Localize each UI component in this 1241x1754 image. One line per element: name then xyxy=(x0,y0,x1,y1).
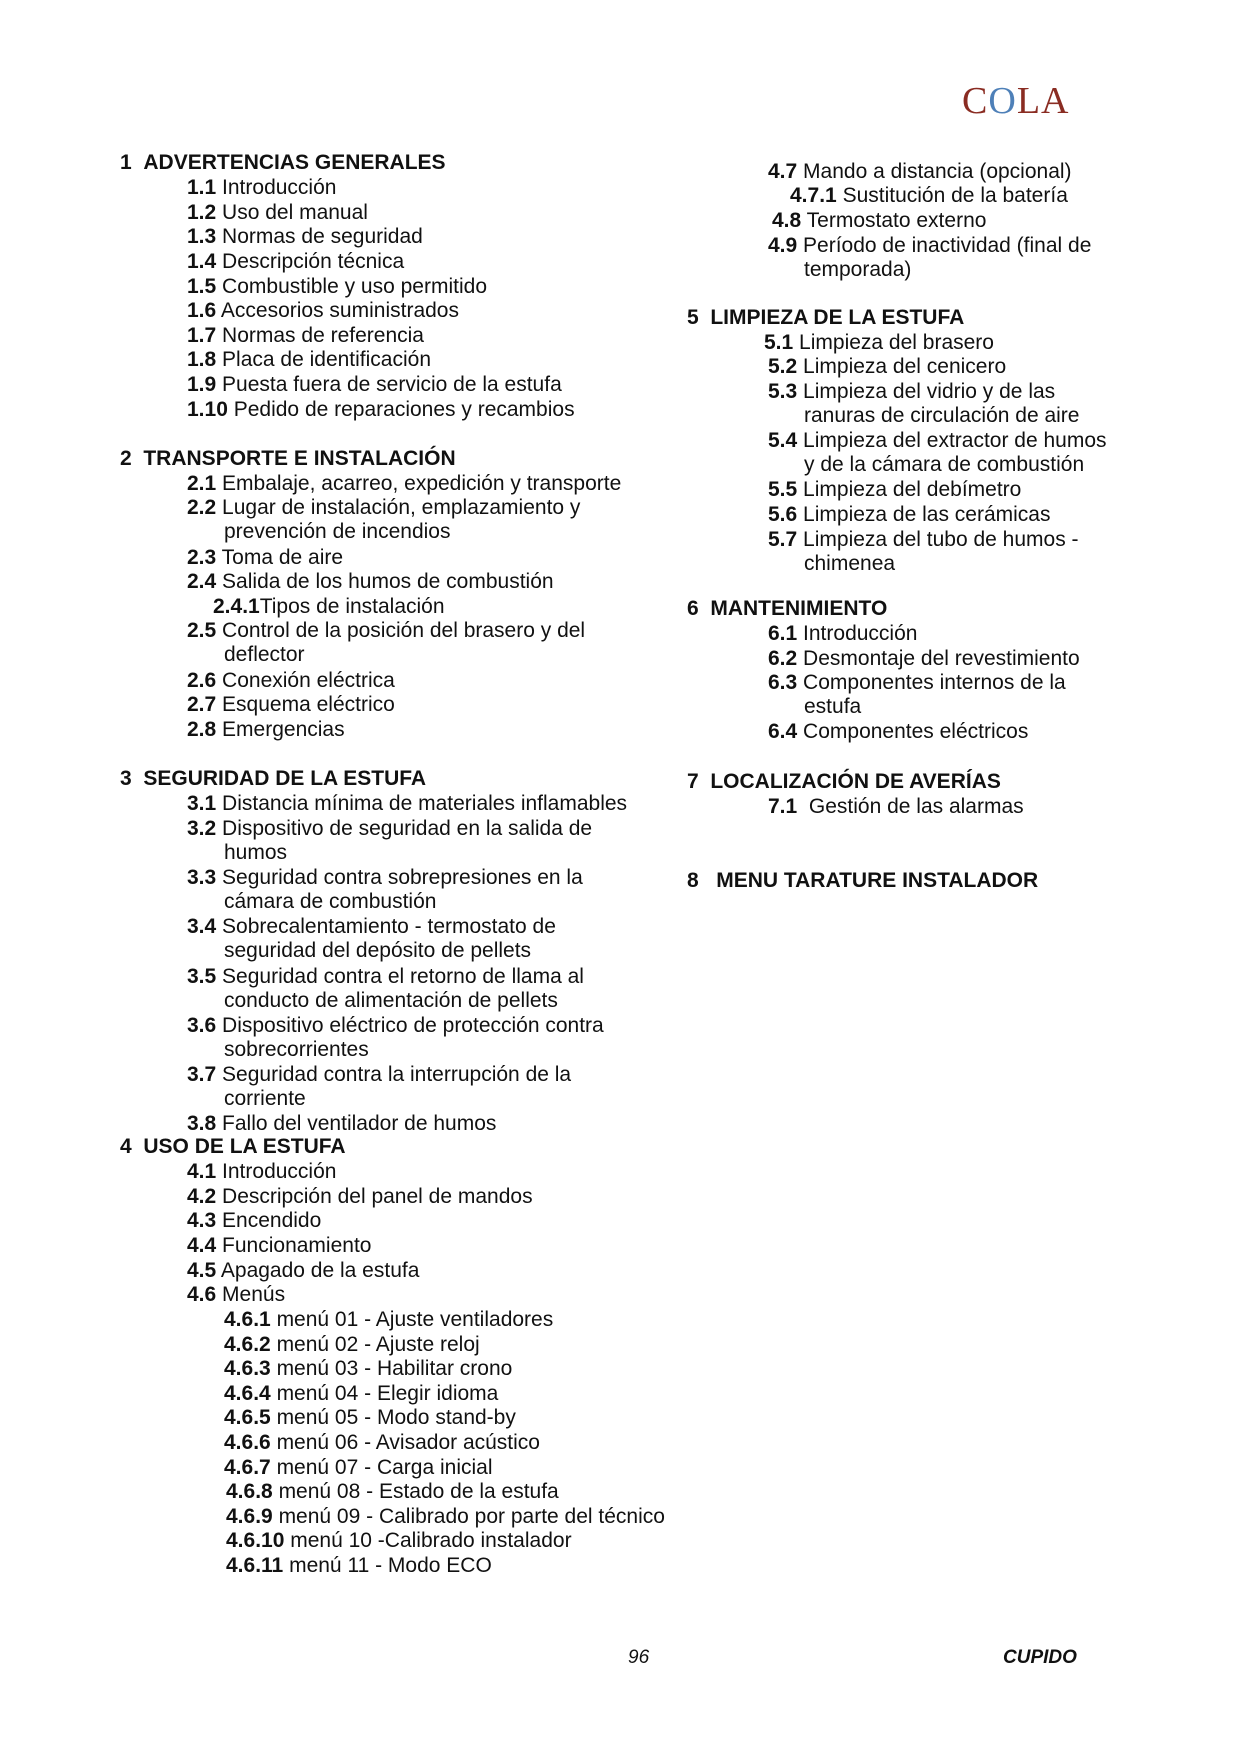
toc-number: 4.6.2 xyxy=(224,1333,271,1356)
toc-number: 5.3 xyxy=(768,380,798,403)
toc-number: 4.7 xyxy=(768,160,798,183)
toc-entry xyxy=(187,175,336,200)
toc-number: 1.3 xyxy=(187,225,217,248)
toc-entry-continuation: humos xyxy=(224,841,288,864)
toc-number: 4 xyxy=(120,1135,132,1158)
toc-number: 2.8 xyxy=(187,718,217,741)
toc-entry xyxy=(187,964,584,989)
toc-entry xyxy=(224,1381,498,1406)
toc-title: menú 11 - Modo ECO xyxy=(289,1554,492,1577)
toc-entry-continuation: y de la cámara de combustión xyxy=(804,453,1085,476)
toc-title: Salida de los humos de combustión xyxy=(222,570,554,593)
toc-number: 5.4 xyxy=(768,429,798,452)
toc-title: Lugar de instalación, emplazamiento y xyxy=(222,496,581,519)
toc-title: Encendido xyxy=(222,1209,322,1232)
toc-number: 1.10 xyxy=(187,398,228,421)
toc-number: 3.5 xyxy=(187,965,217,988)
toc-number: 6.1 xyxy=(768,622,798,645)
toc-number: 5.6 xyxy=(768,503,798,526)
toc-number: 5 xyxy=(687,306,699,329)
toc-title: Combustible y uso permitido xyxy=(222,275,487,298)
toc-title: Esquema eléctrico xyxy=(222,693,395,716)
toc-entry xyxy=(768,646,1080,671)
toc-entry xyxy=(768,502,1050,527)
toc-entry xyxy=(764,330,994,355)
toc-section-heading xyxy=(120,446,456,471)
toc-number: 8 xyxy=(687,869,699,892)
toc-title: menú 01 - Ajuste ventiladores xyxy=(276,1308,554,1331)
toc-title: Componentes internos de la xyxy=(803,671,1066,694)
toc-number: 4.6.8 xyxy=(226,1480,273,1503)
toc-entry xyxy=(187,1159,336,1184)
toc-title: Limpieza del debímetro xyxy=(803,478,1022,501)
toc-number: 1.4 xyxy=(187,250,217,273)
toc-entry-continuation: sobrecorrientes xyxy=(224,1038,369,1061)
toc-title: Termostato externo xyxy=(806,209,987,232)
toc-entry xyxy=(768,670,1066,695)
toc-entry xyxy=(187,274,487,299)
toc-entry xyxy=(768,233,1091,258)
toc-number: 4.6.6 xyxy=(224,1431,271,1454)
toc-entry xyxy=(187,347,431,372)
toc-entry xyxy=(226,1528,572,1553)
toc-number: 1.2 xyxy=(187,201,217,224)
toc-section-heading xyxy=(687,868,1038,893)
toc-title: Apagado de la estufa xyxy=(220,1259,420,1282)
toc-number: 6.3 xyxy=(768,671,798,694)
toc-entry xyxy=(224,1356,512,1381)
toc-title: menú 03 - Habilitar crono xyxy=(276,1357,513,1380)
toc-number: 6.2 xyxy=(768,647,798,670)
toc-title: menú 05 - Modo stand-by xyxy=(276,1406,516,1429)
toc-entry-continuation: corriente xyxy=(224,1087,306,1110)
toc-number: 3.4 xyxy=(187,915,217,938)
toc-title: Uso del manual xyxy=(222,201,368,224)
toc-number: 1.1 xyxy=(187,176,217,199)
toc-number: 3.6 xyxy=(187,1014,217,1037)
toc-title: Período de inactividad (final de xyxy=(803,234,1092,257)
toc-number: 1.9 xyxy=(187,373,217,396)
toc-number: 2.6 xyxy=(187,669,217,692)
toc-number: 3.2 xyxy=(187,817,217,840)
toc-entry xyxy=(790,183,1068,208)
toc-title: Descripción del panel de mandos xyxy=(222,1185,533,1208)
toc-title: Dispositivo de seguridad en la salida de xyxy=(222,817,593,840)
toc-number: 2.2 xyxy=(187,496,217,519)
toc-title: Normas de seguridad xyxy=(222,225,423,248)
toc-number: 1.8 xyxy=(187,348,217,371)
cola-logo: COLA xyxy=(962,80,1070,122)
toc-entry xyxy=(768,794,1024,819)
toc-number: 6.4 xyxy=(768,720,798,743)
toc-entry xyxy=(226,1504,665,1529)
toc-entry xyxy=(187,1013,604,1038)
toc-entry xyxy=(768,354,1006,379)
toc-number: 3.1 xyxy=(187,792,217,815)
toc-title: LOCALIZACIÓN DE AVERÍAS xyxy=(710,770,1001,793)
toc-entry xyxy=(187,200,368,225)
toc-entry xyxy=(213,594,445,619)
toc-number: 5.2 xyxy=(768,355,798,378)
toc-title: Gestión de las alarmas xyxy=(803,795,1024,818)
page-number: 96 xyxy=(628,1647,650,1668)
toc-entry xyxy=(224,1405,516,1430)
toc-number: 4.6.9 xyxy=(226,1505,273,1528)
toc-entry xyxy=(187,298,459,323)
toc-entry xyxy=(187,471,621,496)
toc-title: Componentes eléctricos xyxy=(803,720,1029,743)
toc-section-heading xyxy=(687,769,1001,794)
toc-number: 4.6.4 xyxy=(224,1382,271,1405)
toc-entry xyxy=(768,719,1028,744)
toc-entry-continuation: seguridad del depósito de pellets xyxy=(224,939,532,962)
toc-entry xyxy=(224,1332,480,1357)
toc-entry xyxy=(187,791,627,816)
toc-entry xyxy=(187,1062,571,1087)
toc-section-heading xyxy=(120,766,426,791)
toc-entry xyxy=(772,208,986,233)
toc-number: 5.7 xyxy=(768,528,798,551)
toc-entry xyxy=(226,1553,492,1578)
toc-title: Descripción técnica xyxy=(222,250,405,273)
toc-number: 5.5 xyxy=(768,478,798,501)
toc-title: Limpieza del brasero xyxy=(799,331,994,354)
toc-title: Embalaje, acarreo, expedición y transporte xyxy=(222,472,622,495)
toc-title: Accesorios suministrados xyxy=(220,299,459,322)
toc-number: 2.1 xyxy=(187,472,217,495)
toc-entry-continuation: conducto de alimentación de pellets xyxy=(224,989,558,1012)
toc-title: SEGURIDAD DE LA ESTUFA xyxy=(143,767,427,790)
toc-number: 2.4.1 xyxy=(213,595,260,618)
toc-entry xyxy=(768,621,917,646)
toc-number: 3.7 xyxy=(187,1063,217,1086)
toc-title: Emergencias xyxy=(222,718,345,741)
toc-number: 2 xyxy=(120,447,132,470)
toc-number: 2.7 xyxy=(187,693,217,716)
toc-title: MENU TARATURE INSTALADOR xyxy=(716,869,1039,892)
toc-number: 4.8 xyxy=(772,209,802,232)
toc-title: Tipos de instalación xyxy=(259,595,445,618)
toc-entry-continuation: temporada) xyxy=(804,258,912,281)
toc-entry-continuation: deflector xyxy=(224,643,305,666)
toc-entry xyxy=(224,1307,553,1332)
toc-entry xyxy=(187,397,575,422)
toc-title: Introducción xyxy=(803,622,918,645)
toc-section-heading xyxy=(687,596,887,621)
toc-entry xyxy=(187,495,580,520)
toc-title: menú 10 -Calibrado instalador xyxy=(290,1529,572,1552)
toc-title: Conexión eléctrica xyxy=(222,669,395,692)
toc-entry xyxy=(187,249,404,274)
toc-entry xyxy=(768,379,1055,404)
toc-title: Sustitución de la batería xyxy=(842,184,1068,207)
toc-number: 5.1 xyxy=(764,331,794,354)
toc-entry xyxy=(224,1430,540,1455)
toc-number: 7 xyxy=(687,770,699,793)
toc-title: ADVERTENCIAS GENERALES xyxy=(143,151,446,174)
toc-title: menú 08 - Estado de la estufa xyxy=(278,1480,559,1503)
toc-entry-continuation: cámara de combustión xyxy=(224,890,437,913)
toc-number: 1.5 xyxy=(187,275,217,298)
toc-number: 4.2 xyxy=(187,1185,217,1208)
toc-number: 4.6.7 xyxy=(224,1456,271,1479)
toc-entry-continuation: prevención de incendios xyxy=(224,520,451,543)
toc-entry-continuation: ranuras de circulación de aire xyxy=(804,404,1080,427)
toc-number: 3 xyxy=(120,767,132,790)
toc-title: Placa de identificación xyxy=(222,348,432,371)
toc-number: 2.5 xyxy=(187,619,217,642)
toc-number: 4.7.1 xyxy=(790,184,837,207)
toc-title: Limpieza del tubo de humos - xyxy=(803,528,1079,551)
toc-section-heading xyxy=(687,305,964,330)
toc-entry-continuation: chimenea xyxy=(804,552,896,575)
toc-number: 2.3 xyxy=(187,546,217,569)
toc-title: Menús xyxy=(222,1283,286,1306)
toc-title: Limpieza del cenicero xyxy=(803,355,1007,378)
toc-number: 3.3 xyxy=(187,866,217,889)
toc-title: Mando a distancia (opcional) xyxy=(803,160,1072,183)
toc-title: menú 07 - Carga inicial xyxy=(276,1456,493,1479)
toc-entry xyxy=(187,323,424,348)
toc-title: menú 04 - Elegir idioma xyxy=(276,1382,499,1405)
toc-number: 1.7 xyxy=(187,324,217,347)
toc-entry xyxy=(187,692,395,717)
toc-number: 4.6.10 xyxy=(226,1529,285,1552)
toc-entry xyxy=(187,865,583,890)
toc-title: Normas de referencia xyxy=(222,324,424,347)
toc-number: 4.3 xyxy=(187,1209,217,1232)
toc-title: Toma de aire xyxy=(221,546,344,569)
toc-title: Puesta fuera de servicio de la estufa xyxy=(222,373,562,396)
toc-entry xyxy=(187,1258,419,1283)
toc-number: 4.6.5 xyxy=(224,1406,271,1429)
toc-entry xyxy=(768,428,1107,453)
toc-entry xyxy=(187,1282,285,1307)
toc-title: Pedido de reparaciones y recambios xyxy=(233,398,575,421)
toc-entry xyxy=(187,545,343,570)
toc-entry xyxy=(187,1233,371,1258)
toc-title: menú 02 - Ajuste reloj xyxy=(276,1333,480,1356)
toc-entry-continuation: estufa xyxy=(804,695,862,718)
toc-number: 6 xyxy=(687,597,699,620)
toc-title: Desmontaje del revestimiento xyxy=(803,647,1080,670)
toc-number: 4.6.3 xyxy=(224,1357,271,1380)
toc-entry xyxy=(768,477,1021,502)
toc-title: Limpieza de las cerámicas xyxy=(803,503,1051,526)
toc-title: Sobrecalentamiento - termostato de xyxy=(222,915,556,938)
toc-entry xyxy=(187,816,592,841)
toc-number: 4.4 xyxy=(187,1234,217,1257)
toc-number: 7.1 xyxy=(768,795,798,818)
toc-entry xyxy=(187,1111,496,1136)
toc-title: menú 09 - Calibrado por parte del técnico xyxy=(278,1505,665,1528)
toc-title: TRANSPORTE E INSTALACIÓN xyxy=(143,447,456,470)
toc-entry xyxy=(187,1184,533,1209)
toc-number: 4.6 xyxy=(187,1283,217,1306)
toc-title: LIMPIEZA DE LA ESTUFA xyxy=(710,306,965,329)
toc-number: 4.6.1 xyxy=(224,1308,271,1331)
toc-title: Seguridad contra la interrupción de la xyxy=(222,1063,572,1086)
toc-entry xyxy=(187,569,554,594)
toc-title: Seguridad contra el retorno de llama al xyxy=(222,965,584,988)
toc-number: 1 xyxy=(120,151,132,174)
toc-title: Control de la posición del brasero y del xyxy=(222,619,586,642)
toc-number: 4.1 xyxy=(187,1160,217,1183)
toc-entry xyxy=(768,159,1072,184)
toc-entry xyxy=(187,717,345,742)
toc-number: 2.4 xyxy=(187,570,217,593)
toc-entry xyxy=(187,668,395,693)
toc-title: MANTENIMIENTO xyxy=(710,597,888,620)
model-name: CUPIDO xyxy=(1003,1647,1077,1668)
toc-title: Limpieza del vidrio y de las xyxy=(803,380,1056,403)
toc-title: Introducción xyxy=(222,176,337,199)
toc-entry xyxy=(187,618,585,643)
toc-section-heading xyxy=(120,1134,346,1159)
toc-number: 1.6 xyxy=(187,299,217,322)
toc-title: Fallo del ventilador de humos xyxy=(222,1112,497,1135)
toc-title: Dispositivo eléctrico de protección contra xyxy=(222,1014,604,1037)
toc-number: 4.5 xyxy=(187,1259,217,1282)
toc-entry xyxy=(768,527,1079,552)
toc-number: 3.8 xyxy=(187,1112,217,1135)
toc-title: Limpieza del extractor de humos xyxy=(803,429,1107,452)
toc-title: Funcionamiento xyxy=(222,1234,372,1257)
toc-entry xyxy=(224,1455,493,1480)
toc-title: menú 06 - Avisador acústico xyxy=(276,1431,540,1454)
toc-entry xyxy=(187,914,556,939)
toc-entry xyxy=(187,1208,321,1233)
toc-entry xyxy=(226,1479,559,1504)
toc-title: USO DE LA ESTUFA xyxy=(143,1135,346,1158)
toc-number: 4.6.11 xyxy=(226,1554,284,1577)
toc-title: Distancia mínima de materiales inflamables xyxy=(222,792,628,815)
toc-entry xyxy=(187,224,423,249)
toc-entry xyxy=(187,372,562,397)
toc-section-heading xyxy=(120,150,446,175)
toc-title: Seguridad contra sobrepresiones en la xyxy=(222,866,583,889)
toc-title: Introducción xyxy=(222,1160,337,1183)
toc-number: 4.9 xyxy=(768,234,798,257)
